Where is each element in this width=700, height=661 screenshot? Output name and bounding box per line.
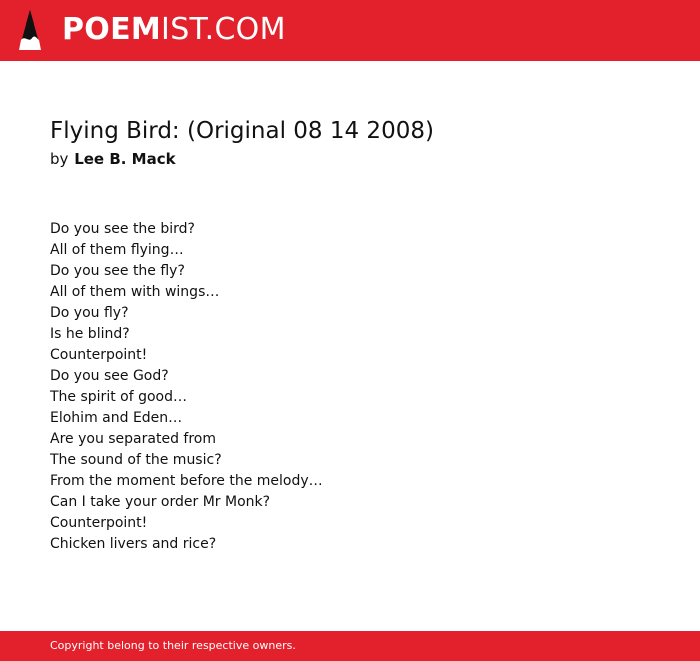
poem-line: The sound of the music? — [50, 452, 222, 468]
poem-line: Are you separated from — [50, 431, 216, 447]
poem-line: Elohim and Eden… — [50, 410, 183, 426]
copyright-text: Copyright belong to their respective owners. — [50, 639, 296, 652]
poem-line: Do you see the bird? — [50, 221, 195, 237]
logo-text-light: IST.COM — [161, 12, 286, 47]
author-link[interactable]: Lee B. Mack — [74, 150, 176, 168]
poem-line: From the moment before the melody… — [50, 473, 323, 489]
site-footer — [0, 631, 700, 661]
poem-line: Can I take your order Mr Monk? — [50, 494, 271, 510]
pencil-tip-icon — [18, 9, 42, 51]
poem-line: Do you fly? — [50, 305, 129, 321]
poem-line: Counterpoint! — [50, 515, 148, 531]
poem-line: All of them flying… — [50, 242, 184, 258]
site-header — [0, 0, 700, 61]
poem-line: Chicken livers and rice? — [50, 536, 217, 552]
poem-line: Do you see the fly? — [50, 263, 185, 279]
poem-byline — [50, 148, 176, 170]
logo-text-bold: POEM — [62, 12, 162, 47]
byline-label: by — [50, 150, 69, 168]
poem-line: The spirit of good… — [50, 389, 187, 405]
poem-title: Flying Bird: (Original 08 14 2008) — [50, 118, 434, 144]
poem-body — [50, 219, 323, 555]
site-logo-link[interactable] — [18, 9, 286, 51]
poem-line: Do you see God? — [50, 368, 169, 384]
poem-line: All of them with wings… — [50, 284, 220, 300]
poem-line: Is he blind? — [50, 326, 130, 342]
poem-line: Counterpoint! — [50, 347, 148, 363]
site-logo-text — [62, 9, 286, 51]
